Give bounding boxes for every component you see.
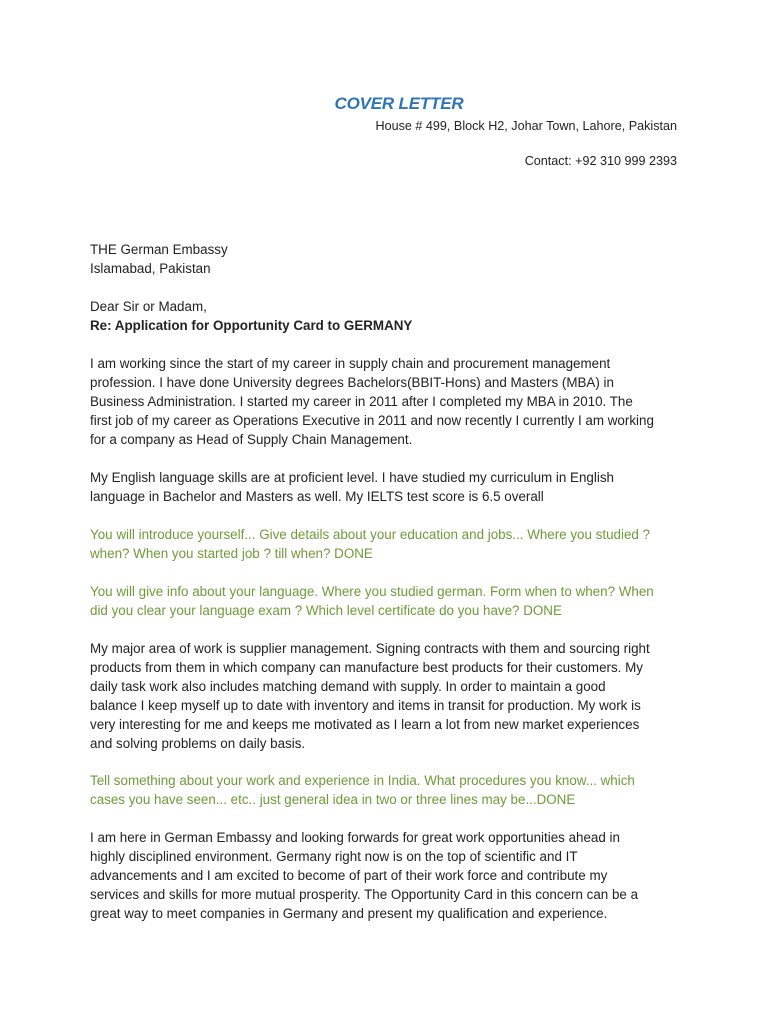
note-line: when? When you started job ? till when? DONE bbox=[90, 546, 373, 561]
paragraph-line: I am here in German Embassy and looking forwards for great work opportunities ahead in bbox=[90, 830, 620, 845]
paragraph-language bbox=[90, 468, 680, 506]
note-work bbox=[90, 771, 680, 809]
paragraph-line: Business Administration. I started my career in 2011 after I completed my MBA in 2010. The bbox=[90, 394, 633, 409]
recipient-line: Islamabad, Pakistan bbox=[90, 261, 211, 276]
paragraph-line: My English language skills are at proficient level. I have studied my curriculum in English bbox=[90, 470, 614, 485]
sender-address: House # 499, Block H2, Johar Town, Lahore, Pakistan bbox=[375, 119, 677, 133]
paragraph-experience bbox=[90, 354, 680, 449]
paragraph-line: services and skills for more mutual prosperity. The Opportunity Card in this concern can be a bbox=[90, 887, 639, 902]
subject-line: Re: Application for Opportunity Card to GERMANY bbox=[90, 318, 413, 333]
sender-contact: Contact: +92 310 999 2393 bbox=[524, 154, 677, 168]
paragraph-line: great way to meet companies in Germany and present my qualification and experience. bbox=[90, 906, 608, 921]
paragraph-line: I am working since the start of my career in supply chain and procurement management bbox=[90, 356, 611, 371]
paragraph-line: very interesting for me and keeps me motivated as I learn a lot from new market experiences bbox=[90, 717, 640, 732]
paragraph-motivation bbox=[90, 828, 680, 923]
paragraph-line: products from them in which company can manufacture best products for their customers. My bbox=[90, 660, 643, 675]
paragraph-line: language in Bachelor and Masters as well. My IELTS test score is 6.5 overall bbox=[90, 489, 544, 504]
note-language bbox=[90, 582, 680, 620]
paragraph-line: daily task work also includes matching demand with supply. In order to maintain a good bbox=[90, 679, 606, 694]
paragraph-line: and solving problems on daily basis. bbox=[90, 736, 306, 751]
paragraph-line: for a company as Head of Supply Chain Management. bbox=[90, 432, 413, 447]
paragraph-line: first job of my career as Operations Executive in 2011 and now recently I currently I am working bbox=[90, 413, 654, 428]
paragraph-line: highly disciplined environment. Germany right now is on the top of scientific and IT bbox=[90, 849, 578, 864]
note-introduction bbox=[90, 525, 680, 563]
paragraph-line: profession. I have done University degrees Bachelors(BBIT-Hons) and Masters (MBA) in bbox=[90, 375, 614, 390]
note-line: You will give info about your language. Where you studied german. Form when to when? When bbox=[90, 584, 654, 599]
page-title: COVER LETTER bbox=[334, 94, 464, 113]
note-line: cases you have seen... etc.. just general idea in two or three lines may be...DONE bbox=[90, 792, 576, 807]
paragraph-line: balance I keep myself up to date with inventory and items in transit for production. My work is bbox=[90, 698, 641, 713]
note-line: You will introduce yourself... Give details about your education and jobs... Where you studied ? bbox=[90, 527, 651, 542]
salutation: Dear Sir or Madam, bbox=[90, 299, 207, 314]
paragraph-line: My major area of work is supplier management. Signing contracts with them and sourcing right bbox=[90, 641, 650, 656]
recipient-line: THE German Embassy bbox=[90, 242, 228, 257]
paragraph-work bbox=[90, 639, 680, 753]
note-line: Tell something about your work and experience in India. What procedures you know... which bbox=[90, 773, 635, 788]
note-line: did you clear your language exam ? Which level certificate do you have? DONE bbox=[90, 603, 562, 618]
recipient-block bbox=[90, 240, 680, 278]
paragraph-line: advancements and I am excited to become of part of their work force and contribute my bbox=[90, 868, 608, 883]
salutation-block bbox=[90, 297, 680, 335]
